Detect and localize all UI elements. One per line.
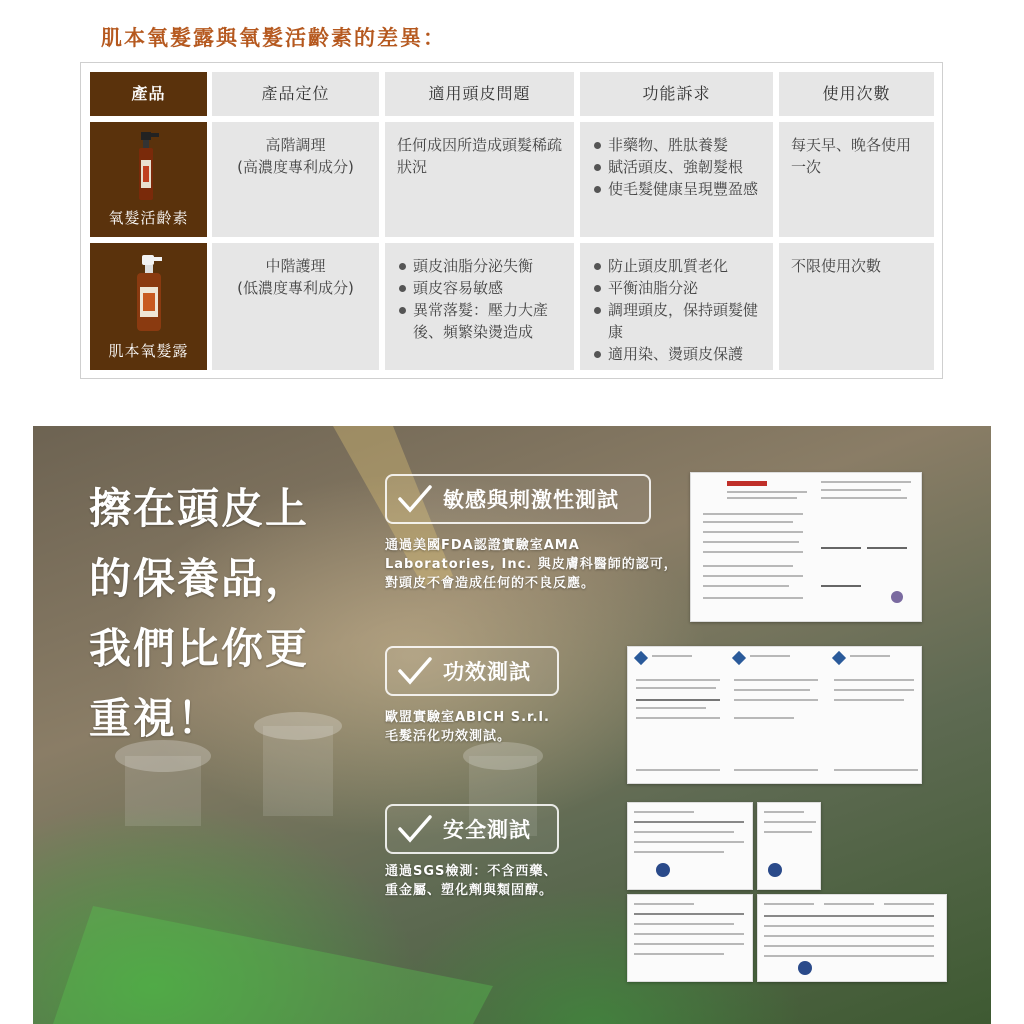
scalp-item: 頭皮油脂分泌失衡 [399,255,564,277]
test-badge-efficacy [385,646,559,696]
test-title: 功效測試 [443,660,531,684]
function-item: 平衡油脂分泌 [594,277,763,299]
comparison-table [80,62,943,379]
usage-cell-1 [779,122,934,237]
function-item: 使毛髮健康呈現豐盈感 [594,178,763,200]
function-item: 非藥物、胜肽養髮 [594,134,763,156]
header-usage: 使用次數 [779,72,934,116]
header-product: 產品 [90,72,207,116]
positioning-cell-1 [212,122,379,237]
certificate-document-sgs [757,802,821,890]
test-desc-line: 重金屬、塑化劑與類固醇。 [385,883,554,898]
scalp-item: 異常落髮：壓力大產後、頻繁染燙造成 [399,299,564,343]
function-cell-1 [580,122,773,237]
header-positioning: 產品定位 [212,72,379,116]
product-cell-1 [90,122,207,237]
test-desc-line: Laboratories, Inc. 與皮膚科醫師的認可， [385,557,678,572]
test-desc-line: 對頭皮不會造成任何的不良反應。 [385,576,596,591]
positioning-note-2: (低濃度專利成分) [237,279,354,297]
spray-bottle-icon [135,130,163,202]
test-desc-line: 通過SGS檢測：不含西藥、 [385,864,558,879]
certificate-document-sgs [627,894,753,982]
pump-bottle-icon [133,253,165,333]
function-cell-2 [580,243,773,370]
testing-banner [33,426,991,1024]
test-desc-line: 歐盟實驗室ABICH S.r.l. [385,710,550,725]
check-icon [397,814,433,844]
test-badge-sensitivity [385,474,651,524]
usage-cell-2 [779,243,934,370]
scalp-item: 頭皮容易敏感 [399,277,564,299]
function-item: 適用染、燙頭皮保護 [594,343,763,365]
banner-title [89,474,309,754]
test-desc-safety [385,862,557,900]
banner-title-line: 重視！ [89,694,222,743]
certificate-document-sgs [757,894,947,982]
test-desc-efficacy [385,708,550,746]
usage-text-1: 每天早、晚各使用一次 [791,136,912,176]
test-title: 敏感與刺激性測試 [443,488,619,512]
test-title: 安全測試 [443,818,531,842]
page-heading: 肌本氧髮露與氧髮活齡素的差異： [101,26,446,50]
product-cell-2 [90,243,207,370]
usage-text-2: 不限使用次數 [791,257,882,275]
header-function: 功能訴求 [580,72,773,116]
certificate-document-sgs [627,802,753,890]
positioning-level-1: 高階調理 [265,136,326,154]
positioning-note-1: (高濃度專利成分) [237,158,354,176]
check-icon [397,656,433,686]
test-desc-line: 毛髮活化功效測試。 [385,729,512,744]
product-name-1: 氧髮活齡素 [108,209,189,227]
function-item: 賦活頭皮、強韌髮根 [594,156,763,178]
banner-title-line: 的保養品， [89,554,310,603]
positioning-level-2: 中階護理 [265,257,326,275]
scalp-cell-2 [385,243,574,370]
scalp-cell-1 [385,122,574,237]
check-icon [397,484,433,514]
banner-title-line: 擦在頭皮上 [89,484,310,533]
test-desc-line: 通過美國FDA認證實驗室AMA [385,538,580,553]
certificate-document-ama [690,472,922,622]
positioning-cell-2 [212,243,379,370]
banner-title-line: 我們比你更 [89,624,310,673]
scalp-text-1: 任何成因所造成頭髮稀疏狀況 [397,136,563,176]
certificate-document-abich [627,646,922,784]
header-scalp-issue: 適用頭皮問題 [385,72,574,116]
test-badge-safety [385,804,559,854]
test-desc-sensitivity [385,536,678,593]
product-name-2: 肌本氧髮露 [108,342,189,360]
function-item: 調理頭皮，保持頭髮健康 [594,299,763,343]
function-item: 防止頭皮肌質老化 [594,255,763,277]
